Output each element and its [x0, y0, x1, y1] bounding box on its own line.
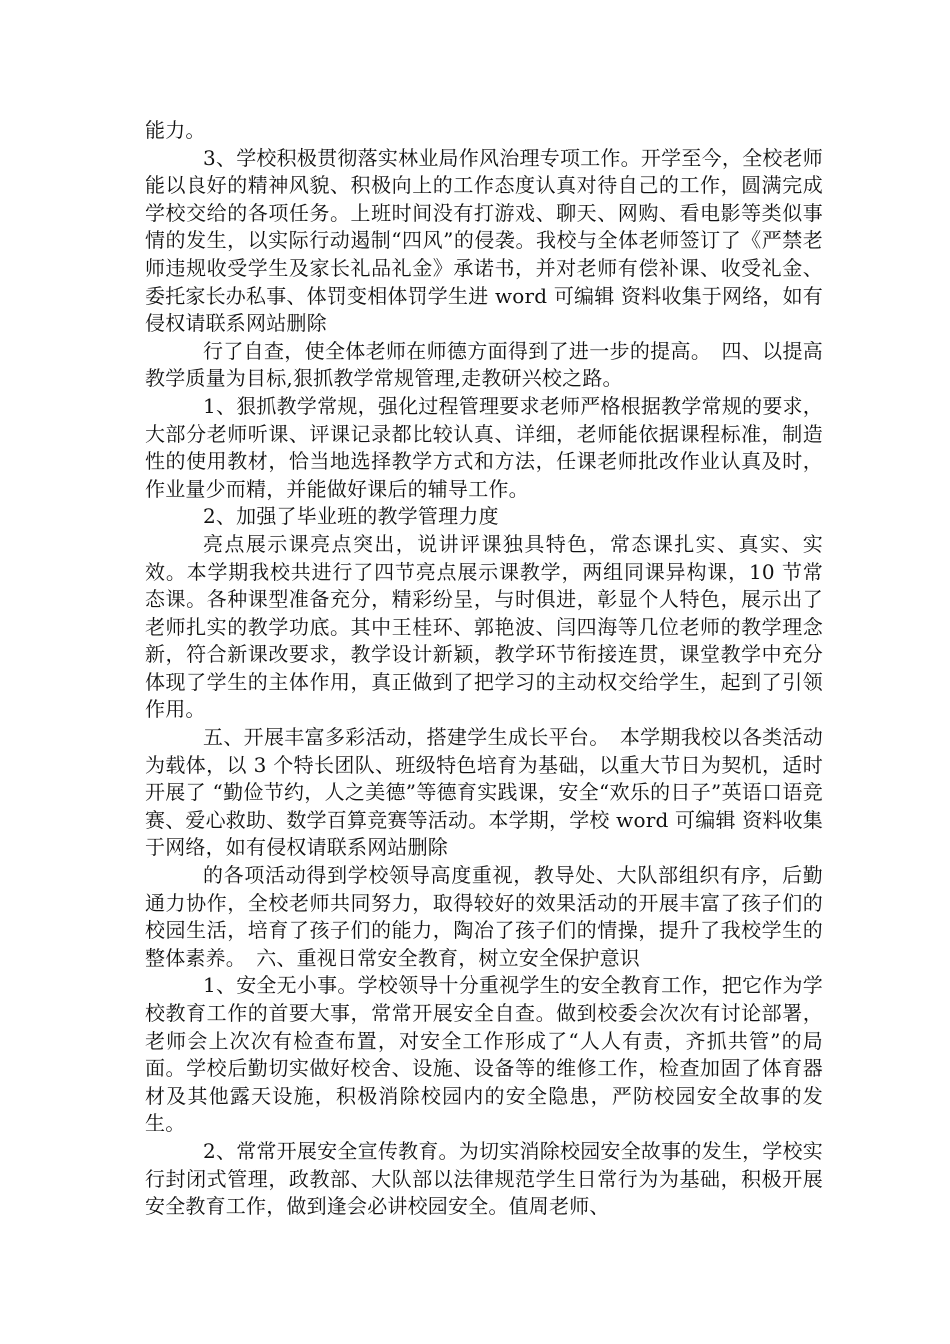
paragraph-item-1-teaching-routine: 1、狠抓教学常规，强化过程管理要求老师严格根据教学常规的要求，大部分老师听课、评课记录都比较认真、详细，老师能依据课程标准，制造性的使用教材，恰当地选择教学方式和方法，任课老师批改作业认真及时，作业量少而精，并能做好课后的辅导工作。 — [145, 393, 823, 501]
paragraph-activities-section-six: 的各项活动得到学校领导高度重视，教导处、大队部组织有序，后勤通力协作，全校老师共同努力，取得较好的效果活动的开展丰富了孩子们的校园生活，培育了孩子们的能力，陶冶了孩子们的情操，提升了我校学生的整体素养。 六、重视日常安全教育，树立安全保护意识 — [145, 863, 823, 970]
paragraph-item-1-safety: 1、安全无小事。学校领导十分重视学生的安全教育工作，把它作为学校教育工作的首要大事，常常开展安全自查。做到校委会次次有讨论部署，老师会上次次有检查布置，对安全工作形成了“人人有责，齐抓共管”的局面。学校后勤切实做好校舍、设施、设备等的维修工作，检查加固了体育器材及其他露天设施，积极消除校园内的安全隐患，严防校园安全故事的发生。 — [145, 973, 823, 1136]
paragraph-item-3-style-governance: 3、学校积极贯彻落实林业局作风治理专项工作。开学至今，全校老师能以良好的精神风貌、积极向上的工作态度认真对待自己的工作，圆满完成学校交给的各项任务。上班时间没有打游戏、聊天、网购、看电影等类似事情的发生，以实际行动遏制“四风”的侵袭。我校与全体老师签订了《严禁老师违规收受学生及家长礼品礼金》承诺书，并对老师有偿补课、收受礼金、委托家长办私事、体罚变相体罚学生进 word 可编辑 资料收集于网络，如有侵权请联系网站删除 — [145, 145, 823, 336]
document-page — [145, 117, 823, 1221]
paragraph-item-2-graduating-class: 2、加强了毕业班的教学管理力度 — [203, 504, 499, 529]
paragraph-continuation: 能力。 — [145, 118, 206, 142]
paragraph-section-five: 五、开展丰富多彩活动，搭建学生成长平台。 本学期我校以各类活动为载体，以 3 个特长团队、班级特色培育为基础，以重大节日为契机，适时开展了 “勤俭节约，人之美德”等德育实践课，安全“欢乐的日子”英语口语竞赛、爱心救助、数学百算竞赛等活动。本学期，学校 word 可编辑 资料收集于网络，如有侵权请联系网站删除 — [145, 725, 823, 860]
paragraph-section-four: 行了自查，使全体老师在师德方面得到了进一步的提高。 四、以提高教学质量为目标,狠抓教学常规管理,走教研兴校之路。 — [145, 338, 823, 391]
paragraph-item-2-safety-education: 2、常常开展安全宣传教育。为切实消除校园安全故事的发生，学校实行封闭式管理，政教部、大队部以法律规范学生日常行为为基础，积极开展安全教育工作，做到逢会必讲校园安全。值周老师、 — [145, 1138, 823, 1219]
paragraph-showcase-lessons: 亮点展示课亮点突出，说讲评课独具特色，常态课扎实、真实、实效。本学期我校共进行了四节亮点展示课教学，两组同课异构课，10 节常态课。各种课型准备充分，精彩纷呈，与时俱进，彰显个人特色，展示出了老师扎实的教学功底。其中王桂环、郭艳波、闫四海等几位老师的教学理念新，符合新课改要求，教学设计新颖，教学环节衔接连贯，课堂教学中充分体现了学生的主体作用，真正做到了把学习的主动权交给学生，起到了引领作用。 — [145, 531, 823, 722]
